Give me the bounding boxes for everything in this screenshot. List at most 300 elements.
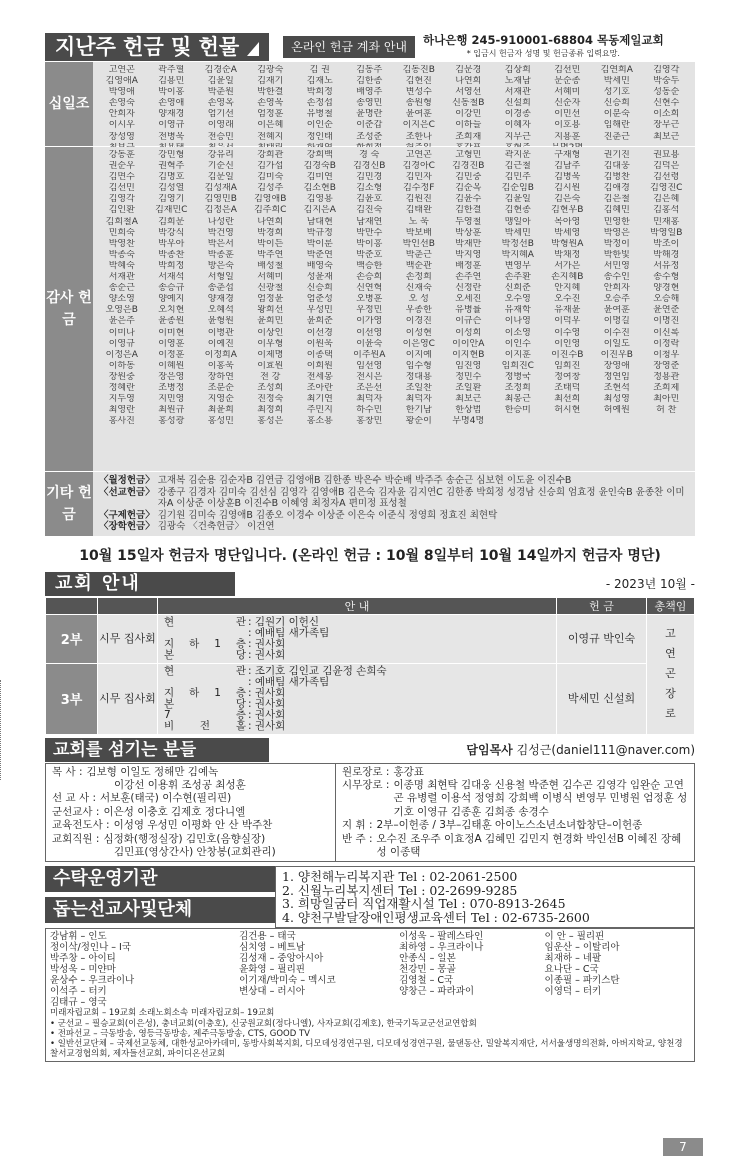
welfare-list bbox=[275, 866, 695, 928]
donor-name: 김시원 bbox=[554, 183, 581, 194]
donor-name: 박우아 bbox=[158, 238, 185, 249]
server-names: 심정화(행정실장) 김민호(음향실장) bbox=[103, 832, 266, 845]
donor-name: 장영준 bbox=[653, 360, 680, 371]
missionary: 김태규 – 영국 bbox=[50, 997, 107, 1009]
donor-name: 박상훈 bbox=[455, 227, 482, 238]
donor-name: 서혜미 bbox=[257, 272, 284, 283]
service-line bbox=[164, 710, 550, 721]
donor-name: 김재노 bbox=[306, 76, 333, 87]
donor-name: 이영래 bbox=[207, 120, 234, 131]
donor-name: 김민중 bbox=[455, 172, 482, 183]
donor-name: 김민자 bbox=[405, 172, 432, 183]
donor-name: 최덕자 bbox=[356, 394, 383, 405]
donor-name: 한기남 bbox=[405, 405, 432, 416]
welfare-item: 2. 신월누리복지센터 Tel : 02-2699-9285 bbox=[282, 882, 518, 898]
donor-name: 정민수 bbox=[455, 371, 482, 382]
donor-name: 이윤숙 bbox=[356, 338, 383, 349]
donor-name: 엄기선 bbox=[207, 109, 234, 120]
donor-name: 김정은A bbox=[204, 205, 237, 216]
donor-name: 유병철 bbox=[306, 109, 333, 120]
missionary bbox=[239, 997, 399, 1008]
donor-name: 김은혜 bbox=[653, 194, 680, 205]
donor-name: 이규슨 bbox=[455, 316, 482, 327]
donor-name: 장영애 bbox=[603, 360, 630, 371]
service-money: 이영규 박인숙 bbox=[557, 614, 647, 663]
missionary: 윤화영 – 필리핀 bbox=[239, 964, 305, 976]
service-row-3 bbox=[46, 663, 695, 734]
donor-name: 박정이 bbox=[603, 238, 630, 249]
donor-name: 박희정 bbox=[158, 260, 185, 271]
donor-name: 박종훈 bbox=[207, 249, 234, 260]
donor-name: 김대웅 bbox=[603, 161, 630, 172]
donor-name: 오승해 bbox=[653, 294, 680, 305]
server-names: 2부–이헌종 / 3부–김태훈 아이노스소년소녀합창단–이헌종 bbox=[376, 819, 643, 832]
donor-name: 오병훈 bbox=[356, 294, 383, 305]
etc-type: 〈선교헌금〉 bbox=[99, 486, 155, 498]
donor-name: 김지은A bbox=[303, 205, 336, 216]
etc-label: 기타 헌금 bbox=[45, 472, 93, 536]
donor-name: 오승주 bbox=[603, 294, 630, 305]
donor-name: 김덕은 bbox=[653, 161, 680, 172]
donor-name: 김윤일 bbox=[207, 76, 234, 87]
server-row bbox=[52, 792, 329, 805]
missions-box bbox=[45, 928, 695, 1062]
donor-name: 김영각 bbox=[653, 65, 680, 75]
server-role bbox=[52, 846, 110, 859]
donor-name: 윤명란 bbox=[356, 109, 383, 120]
donor-name: 이수진 bbox=[603, 327, 630, 338]
donor-name: 김주희C bbox=[254, 205, 287, 216]
service-assignee: : 조기호 김인교 김윤정 손희숙 bbox=[248, 664, 387, 677]
donor-name: 이은혜 bbox=[257, 120, 284, 131]
donor-name: 서영선 bbox=[455, 87, 482, 98]
donor-name: 김순임B bbox=[501, 183, 534, 194]
donor-name: 이수영 bbox=[554, 327, 581, 338]
donor-name: 전승민 bbox=[207, 131, 234, 142]
charge-name: 고 연 곤 장 로 bbox=[665, 627, 676, 720]
donor-name: 최윤희 bbox=[207, 405, 234, 416]
donor-name: 이하늘 bbox=[455, 120, 482, 131]
donor-name: 김영용 bbox=[306, 194, 333, 205]
donor-name: 최보근 bbox=[455, 394, 482, 405]
donor-name: 이나영 bbox=[504, 316, 531, 327]
donor-name: 이명진 bbox=[653, 316, 680, 327]
server-names: 이강선 이용휘 조성공 최성훈 bbox=[114, 778, 246, 791]
service-place: 본 당 bbox=[164, 697, 246, 710]
missionary: 박주창 – 아이티 bbox=[50, 953, 116, 965]
donor-name: 백승한 bbox=[356, 260, 383, 271]
donor-name: 김경진B bbox=[452, 161, 485, 172]
donor-name: 배영주 bbox=[356, 87, 383, 98]
col-offering: 헌 금 bbox=[557, 597, 647, 614]
donor-name: 신설희 bbox=[504, 98, 531, 109]
donor-name: 김경신B bbox=[353, 161, 386, 172]
service-line bbox=[164, 721, 550, 732]
missionary: 양창근 – 파라과이 bbox=[399, 986, 475, 998]
donor-name: 김경아C bbox=[402, 161, 435, 172]
donor-name: 손주환 bbox=[504, 272, 531, 283]
missionary bbox=[399, 997, 544, 1008]
server-role: 원로장로 : bbox=[342, 765, 390, 778]
donor-name: 김성열 bbox=[158, 183, 185, 194]
donor-name: 김윤일 bbox=[504, 194, 531, 205]
donor-name: 나성란 bbox=[207, 216, 234, 227]
page-number: 7 bbox=[663, 1138, 703, 1156]
service-assignee: : 권사회 bbox=[248, 686, 286, 699]
donor-name: 김영애B bbox=[254, 194, 287, 205]
donor-name: 배정훈 bbox=[455, 260, 482, 271]
donor-name: 유병률 bbox=[455, 305, 482, 316]
donor-name: 엄준성 bbox=[306, 294, 333, 305]
donor-name: 손영옥 bbox=[207, 98, 234, 109]
binding-mark bbox=[0, 680, 6, 780]
donor-name: 오수영 bbox=[504, 294, 531, 305]
donor-name: 이홍욱 bbox=[207, 360, 234, 371]
donor-name: 서재관 bbox=[108, 272, 135, 283]
col-part bbox=[46, 597, 98, 614]
service-place bbox=[164, 628, 248, 639]
donor-name: 이신록 bbox=[653, 327, 680, 338]
donor-name: 성윤재 bbox=[306, 272, 333, 283]
donor-name: 송수인 bbox=[603, 272, 630, 283]
donor-name: 손지혜B bbox=[551, 272, 584, 283]
donor-name: 조정희 bbox=[504, 382, 531, 393]
donor-name: 박강식 bbox=[158, 227, 185, 238]
donor-name: 안희자 bbox=[603, 283, 630, 294]
welfare-item: 1. 양천해누리복지관 Tel : 02-2061-2500 bbox=[282, 869, 518, 885]
service-row-2 bbox=[46, 614, 695, 663]
etc-type: 〈구제헌금〉 bbox=[99, 509, 155, 521]
donor-name: 나연희 bbox=[257, 216, 284, 227]
donor-name: 이영규 bbox=[108, 338, 135, 349]
donor-name: 박재만 bbox=[455, 238, 482, 249]
donor-name: 권혁주 bbox=[158, 161, 185, 172]
donor-name: 윤형원 bbox=[207, 316, 234, 327]
donor-name: 박세민 bbox=[504, 227, 531, 238]
donor-name: 엄정윤 bbox=[257, 294, 284, 305]
pastor-contact: 담임목사 김성근(daniel111@naver.com) bbox=[466, 743, 695, 757]
server-names: 김보형 이일도 정해만 김예녹 bbox=[86, 765, 219, 778]
donor-name: 우성민 bbox=[306, 305, 333, 316]
service-line bbox=[164, 639, 550, 650]
donor-name: 김명호 bbox=[158, 172, 185, 183]
donor-name: 이강민 bbox=[455, 109, 482, 120]
donor-name: 윤희준 bbox=[306, 316, 333, 327]
donor-name: 무명4명 bbox=[452, 416, 485, 427]
donor-name: 김민경 bbox=[356, 172, 383, 183]
server-role: 목 사 : bbox=[52, 765, 83, 778]
missions-grid bbox=[50, 931, 690, 1008]
servers-left bbox=[46, 764, 336, 862]
donor-name: 이인수 bbox=[504, 338, 531, 349]
donor-name: 이준갑 bbox=[356, 120, 383, 131]
donor-name: 조현석 bbox=[603, 382, 630, 393]
donor-name: 두영철 bbox=[455, 216, 482, 227]
donor-name: 오영은B bbox=[105, 305, 138, 316]
donor-name: 김진숙 bbox=[356, 205, 383, 216]
etc-row bbox=[99, 487, 689, 510]
donor-name: 조성희 bbox=[257, 382, 284, 393]
donor-name: 허시현 bbox=[554, 405, 581, 416]
donor-name: 조희제 bbox=[653, 382, 680, 393]
service-content bbox=[158, 614, 557, 663]
donor-name: 박세민 bbox=[603, 76, 630, 87]
donor-name: 송춘섭 bbox=[207, 283, 234, 294]
offering-header bbox=[45, 32, 695, 62]
donor-name: 김영애A bbox=[105, 76, 138, 87]
missionary: 심치영 – 베트남 bbox=[239, 942, 305, 954]
donor-name: 정대용 bbox=[405, 371, 432, 382]
donor-name: 이소영 bbox=[504, 327, 531, 338]
service-assignee: : 권사회 bbox=[248, 697, 286, 710]
donor-name: 이진수B bbox=[551, 349, 584, 360]
donor-name: 신동철B bbox=[452, 98, 485, 109]
donor-name: 전시은 bbox=[356, 371, 383, 382]
donor-name: 이선영 bbox=[356, 327, 383, 338]
donor-name: 이가영 bbox=[356, 316, 383, 327]
donor-name: 우종한 bbox=[405, 305, 432, 316]
missionary: 안종식 – 일본 bbox=[399, 953, 456, 965]
server-row bbox=[52, 766, 329, 779]
donor-name: 손영애 bbox=[158, 98, 185, 109]
donor-name: 이지현B bbox=[452, 349, 485, 360]
donor-name: 손영욱 bbox=[257, 98, 284, 109]
bulletin-page bbox=[45, 32, 695, 1062]
donor-name: 오세진 bbox=[455, 294, 482, 305]
donor-name: 이진우B bbox=[600, 349, 633, 360]
donor-name: 김홍석 bbox=[653, 205, 680, 216]
mission-note: • 일반선교단체 – 국제선교동체, 대한성교아카데미, 동방사회복지회, 디모데성경연구원, 디모데성경연구원, 물댄동산, 밀알복지재단, 서서울생명의전화, 아버지학교, 양천경찰서교경협의회, 제자들선교회, 파이디온선교회 bbox=[50, 1038, 683, 1060]
donor-name: 최아민 bbox=[653, 394, 680, 405]
missionary: 이종필 – 파키스탄 bbox=[544, 975, 620, 987]
server-role: 반 주 : bbox=[342, 832, 373, 845]
donor-name: 이청우 bbox=[653, 349, 680, 360]
online-offering-label: 온라인 헌금 계좌 안내 bbox=[283, 36, 415, 58]
donor-name: 송수형 bbox=[653, 272, 680, 283]
donor-name: 최보근 bbox=[653, 131, 680, 142]
donor-name: 윤여훈 bbox=[405, 109, 432, 120]
donor-name: 민영한 bbox=[603, 216, 630, 227]
donor-name: 김한종 bbox=[356, 76, 383, 87]
offering-title: 지난주 헌금 및 헌물 bbox=[45, 33, 269, 61]
servers-header bbox=[45, 737, 695, 763]
donor-name: 이제명 bbox=[257, 349, 284, 360]
donor-name: 조일찬 bbox=[405, 382, 432, 393]
donor-name: 윤은주 bbox=[108, 316, 135, 327]
donor-name: 김순옥 bbox=[455, 183, 482, 194]
donor-name: 최봉근 bbox=[504, 394, 531, 405]
service-place: 지 하 1 층 bbox=[164, 637, 246, 650]
donor-name: 박해경 bbox=[653, 249, 680, 260]
donor-name: 김현종 bbox=[504, 205, 531, 216]
service-place: 현 관 bbox=[164, 664, 246, 677]
donor-name: 김경숙B bbox=[303, 161, 336, 172]
donor-name: 조태덕 bbox=[554, 382, 581, 393]
donor-name: 김경순A bbox=[204, 65, 237, 75]
donor-name: 이하동 bbox=[108, 360, 135, 371]
donor-name: 백순관 bbox=[405, 260, 432, 271]
etc-section bbox=[45, 472, 695, 537]
donor-name: 이이안A bbox=[452, 338, 485, 349]
server-names: 이성영 우성민 이평화 안 산 박주찬 bbox=[113, 819, 273, 832]
donor-name: 이정훈 bbox=[158, 349, 185, 360]
donor-name: 박종찬 bbox=[158, 249, 185, 260]
donor-name: 나연희 bbox=[455, 76, 482, 87]
donor-name: 이인순 bbox=[306, 120, 333, 131]
service-line bbox=[164, 628, 550, 639]
donor-name: 박영애 bbox=[108, 87, 135, 98]
server-names: 이은성 이충호 김제호 정다니엘 bbox=[103, 805, 246, 818]
donor-name: 박한빛 bbox=[603, 249, 630, 260]
donor-name: 박만수 bbox=[356, 227, 383, 238]
donor-name: 송순근 bbox=[108, 283, 135, 294]
welfare-title: 수탁운영기관 bbox=[45, 866, 275, 892]
missionary: 강남휘 – 인도 bbox=[50, 931, 107, 943]
missionary: 이 안 – 필리핀 bbox=[544, 931, 605, 943]
donor-name: 박종숙 bbox=[108, 249, 135, 260]
donor-name: 이주원A bbox=[353, 349, 386, 360]
service-place: 본 당 bbox=[164, 648, 246, 661]
etc-row bbox=[99, 521, 689, 533]
donor-name: 노재남 bbox=[504, 76, 531, 87]
service-line bbox=[164, 688, 550, 699]
donor-name: 오치현 bbox=[158, 305, 185, 316]
church-guide-date: - 2023년 10월 - bbox=[605, 577, 695, 591]
donor-name: 김윤호 bbox=[356, 194, 383, 205]
mission-note: • 군선교 – 필승교회(이은성), 충녀교회(이충호), 신궁원교회(정다니엘), 사자교회(김제호), 한국기독교군선교연합회 bbox=[50, 1018, 477, 1029]
missionary: 이성욱 – 팔레스타인 bbox=[399, 931, 484, 943]
donor-name: 손주연 bbox=[455, 272, 482, 283]
donor-name: 조일환 bbox=[455, 382, 482, 393]
donor-name: 강희백 bbox=[306, 150, 333, 160]
col-guide: 안 내 bbox=[158, 597, 557, 614]
etc-row bbox=[99, 510, 689, 522]
donor-name: 노 욱 bbox=[408, 216, 429, 227]
donor-name: 조한나 bbox=[405, 131, 432, 142]
donor-name: 조아란 bbox=[306, 382, 333, 393]
donor-name: 홍소용 bbox=[306, 416, 333, 427]
missionary: 이기재/박미숙 – 멕시코 bbox=[239, 975, 336, 987]
service-assignee: : 권사회 bbox=[248, 708, 286, 721]
donor-name: 홍성은 bbox=[257, 416, 284, 427]
donor-name: 이종택 bbox=[306, 349, 333, 360]
donor-name: 이우형 bbox=[257, 338, 284, 349]
donor-name: 김상희 bbox=[504, 65, 531, 75]
service-assignee: : 예배팀 새가족팀 bbox=[248, 675, 330, 688]
donor-name: 김근철 bbox=[504, 161, 531, 172]
donor-name: 박세영 bbox=[554, 227, 581, 238]
donor-name: 우정민 bbox=[356, 305, 383, 316]
donor-name: 지민영 bbox=[158, 394, 185, 405]
donor-name: 조분순 bbox=[207, 382, 234, 393]
server-row bbox=[52, 779, 329, 792]
donor-name: 이혜원 bbox=[158, 360, 185, 371]
donor-name: 전 강 bbox=[260, 371, 281, 382]
donor-name: 김영기 bbox=[158, 194, 185, 205]
donor-name: 김가섭 bbox=[257, 161, 284, 172]
donor-name: 이정은A bbox=[105, 349, 138, 360]
service-part: 2부 bbox=[46, 614, 98, 663]
col-charge: 총책임 bbox=[647, 597, 695, 614]
donor-name: 신순자 bbox=[554, 98, 581, 109]
donor-name: 김현진 bbox=[405, 76, 432, 87]
donor-name: 권기진 bbox=[603, 150, 630, 160]
donor-name: 손정섭 bbox=[306, 98, 333, 109]
donor-name: 김병욱 bbox=[554, 172, 581, 183]
service-role: 시무 집사회 bbox=[98, 614, 158, 663]
donor-name: 박춘원 bbox=[207, 87, 234, 98]
donor-name: 임희진C bbox=[501, 360, 534, 371]
server-row bbox=[342, 766, 688, 779]
tithe-names bbox=[97, 65, 691, 154]
welfare-item: 4. 양천구발달장애인평생교육센터 Tel : 02-6735-2600 bbox=[282, 909, 590, 925]
donor-name: 양재경 bbox=[158, 109, 185, 120]
donor-name: 김혜민 bbox=[603, 205, 630, 216]
service-place bbox=[164, 677, 248, 688]
donor-name: 이지훈 bbox=[504, 349, 531, 360]
donor-name: 남재연 bbox=[356, 216, 383, 227]
service-role: 시무 집사회 bbox=[98, 663, 158, 734]
donor-name: 장하연 bbox=[207, 371, 234, 382]
service-place: 비 전 홀 bbox=[164, 719, 246, 732]
donor-name: 최기연 bbox=[306, 394, 333, 405]
donor-name: 김은철 bbox=[603, 194, 630, 205]
donor-name: 양예지 bbox=[158, 294, 185, 305]
donor-name: 김성재A bbox=[204, 183, 237, 194]
donor-name: 김선민 bbox=[108, 183, 135, 194]
service-money: 박세민 신설희 bbox=[557, 663, 647, 734]
donor-name: 최정희 bbox=[257, 405, 284, 416]
mission-note: • 전파선교 – 극동방송, 영등극동방송, 제주극동방송, CTS, GOOD TV bbox=[50, 1028, 310, 1039]
donor-name: 허 찬 bbox=[656, 405, 677, 416]
donor-name: 송원형 bbox=[405, 98, 432, 109]
donor-name: 홍성광 bbox=[158, 416, 185, 427]
donor-name: 지무근 bbox=[504, 131, 531, 142]
donor-name: 강민형 bbox=[158, 150, 185, 160]
donor-name: 박이든 bbox=[257, 238, 284, 249]
donor-name: 곽지운 bbox=[504, 150, 531, 160]
donor-name: 윤종원 bbox=[158, 316, 185, 327]
donor-name: 최선희 bbox=[554, 394, 581, 405]
donor-name: 박영은 bbox=[603, 227, 630, 238]
donor-name: 한승미 bbox=[504, 405, 531, 416]
donor-name: 서형일 bbox=[207, 272, 234, 283]
donor-name: 주민지 bbox=[306, 405, 333, 416]
missionary: 김영철 – C국 bbox=[399, 975, 454, 987]
welfare-item: 3. 희망일굼터 직업재활시설 Tel : 070-8913-2645 bbox=[282, 896, 566, 912]
donor-name: 윤연준 bbox=[653, 305, 680, 316]
donor-name: 이인영 bbox=[554, 338, 581, 349]
church-guide-title: 교회 안내 bbox=[45, 572, 235, 596]
donor-name: 정병국 bbox=[504, 371, 531, 382]
donor-name: 조은선 bbox=[356, 382, 383, 393]
donor-name: 안지혜 bbox=[554, 283, 581, 294]
donor-name: 김수정F bbox=[403, 183, 435, 194]
donor-name: 홍창민 bbox=[356, 416, 383, 427]
missions-title: 돕는선교사및단체 bbox=[45, 897, 275, 923]
donor-name: 김동주 bbox=[356, 65, 383, 75]
col-role bbox=[98, 597, 158, 614]
donor-name: 변영무 bbox=[504, 260, 531, 271]
donor-name: 김애경 bbox=[603, 183, 630, 194]
church-guide-header bbox=[45, 571, 695, 597]
donor-name: 박희정 bbox=[306, 87, 333, 98]
donor-name: 최영란 bbox=[108, 405, 135, 416]
donor-name: 강동훈 bbox=[108, 150, 135, 160]
donor-name: 박은서 bbox=[207, 238, 234, 249]
donor-name: 이영규 bbox=[158, 120, 185, 131]
donor-name: 이분숙 bbox=[603, 109, 630, 120]
